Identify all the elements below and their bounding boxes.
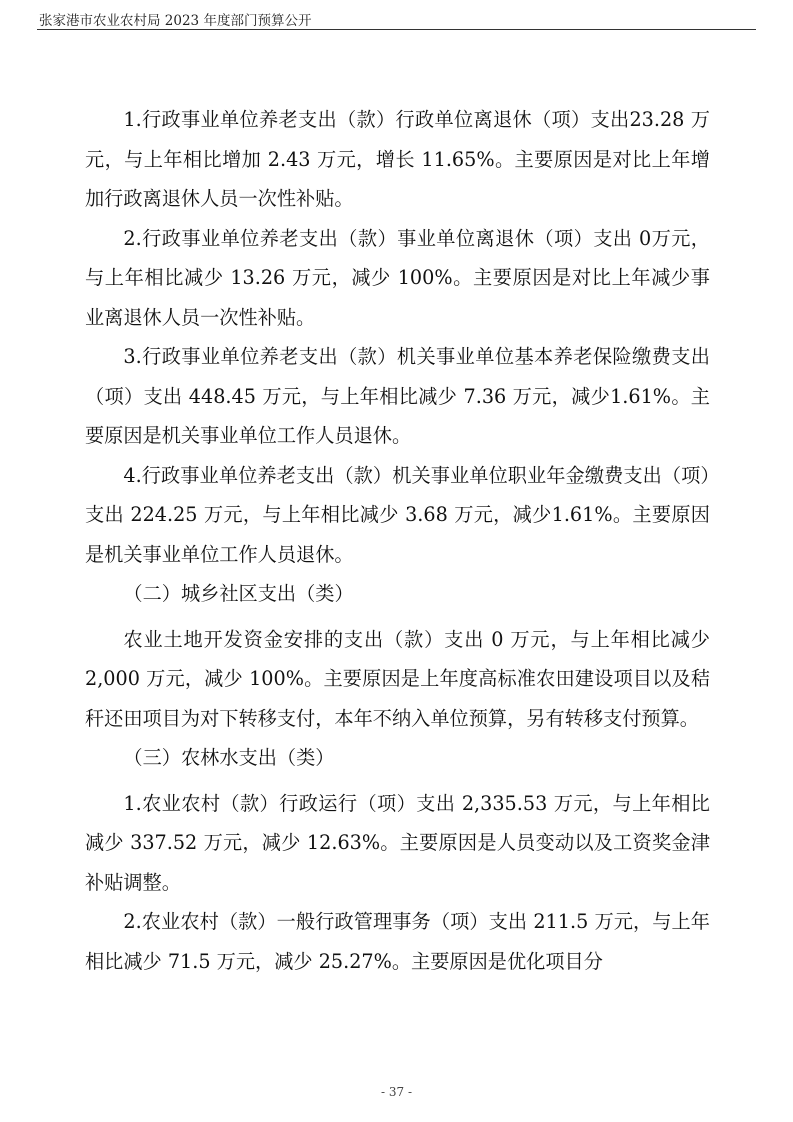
page-number: - 37 -	[380, 1085, 412, 1099]
section-heading-urban-rural-community: （二）城乡社区支出（类）	[123, 582, 354, 605]
paragraph-general-admin-affairs: 2.农业农村（款）一般行政管理事务（项）支出 211.5 万元，与上年相比减少 71.5 万元，减少 25.27%。主要原因是优化项目分	[85, 910, 710, 973]
paragraph-basic-pension-insurance: 3.行政事业单位养老支出（款）机关事业单位基本养老保险缴费支出（项）支出 448.45 万元，与上年相比减少 7.36 万元，减少1.61%。主要原因是机关事业单位工作人员退休。	[85, 345, 710, 447]
paragraph-land-development-funds: 农业土地开发资金安排的支出（款）支出 0 万元，与上年相比减少 2,000 万元，减少 100%。主要原因是上年度高标准农田建设项目以及秸秆还田项目为对下转移支付，本年不纳入单位预算，另有转移支付预算。	[85, 627, 710, 730]
paragraph-occupational-annuity: 4.行政事业单位养老支出（款）机关事业单位职业年金缴费支出（项）支出 224.25 万元，与上年相比减少 3.68 万元，减少1.61%。主要原因是机关事业单位工作人员退休。	[85, 463, 710, 566]
section-heading-agriculture-forestry-water: （三）农林水支出（类）	[123, 746, 335, 769]
document-body	[85, 100, 710, 981]
paragraph-pension-admin-retirees: 1.行政事业单位养老支出（款）行政单位离退休（项）支出23.28 万元，与上年相比增加 2.43 万元，增长 11.65%。主要原因是对比上年增加行政离退休人员一次性补贴。	[85, 108, 710, 210]
paragraph-admin-operation: 1.农业农村（款）行政运行（项）支出 2,335.53 万元，与上年相比减少 337.52 万元，减少 12.63%。主要原因是人员变动以及工资奖金津补贴调整。	[85, 791, 710, 894]
header-rule	[37, 29, 756, 30]
running-header: 张家港市农业农村局 2023 年度部门预算公开	[39, 13, 312, 29]
paragraph-pension-institution-retirees: 2.行政事业单位养老支出（款）事业单位离退休（项）支出 0万元，与上年相比减少 13.26 万元，减少 100%。主要原因是对比上年减少事业离退休人员一次性补贴。	[85, 226, 710, 329]
